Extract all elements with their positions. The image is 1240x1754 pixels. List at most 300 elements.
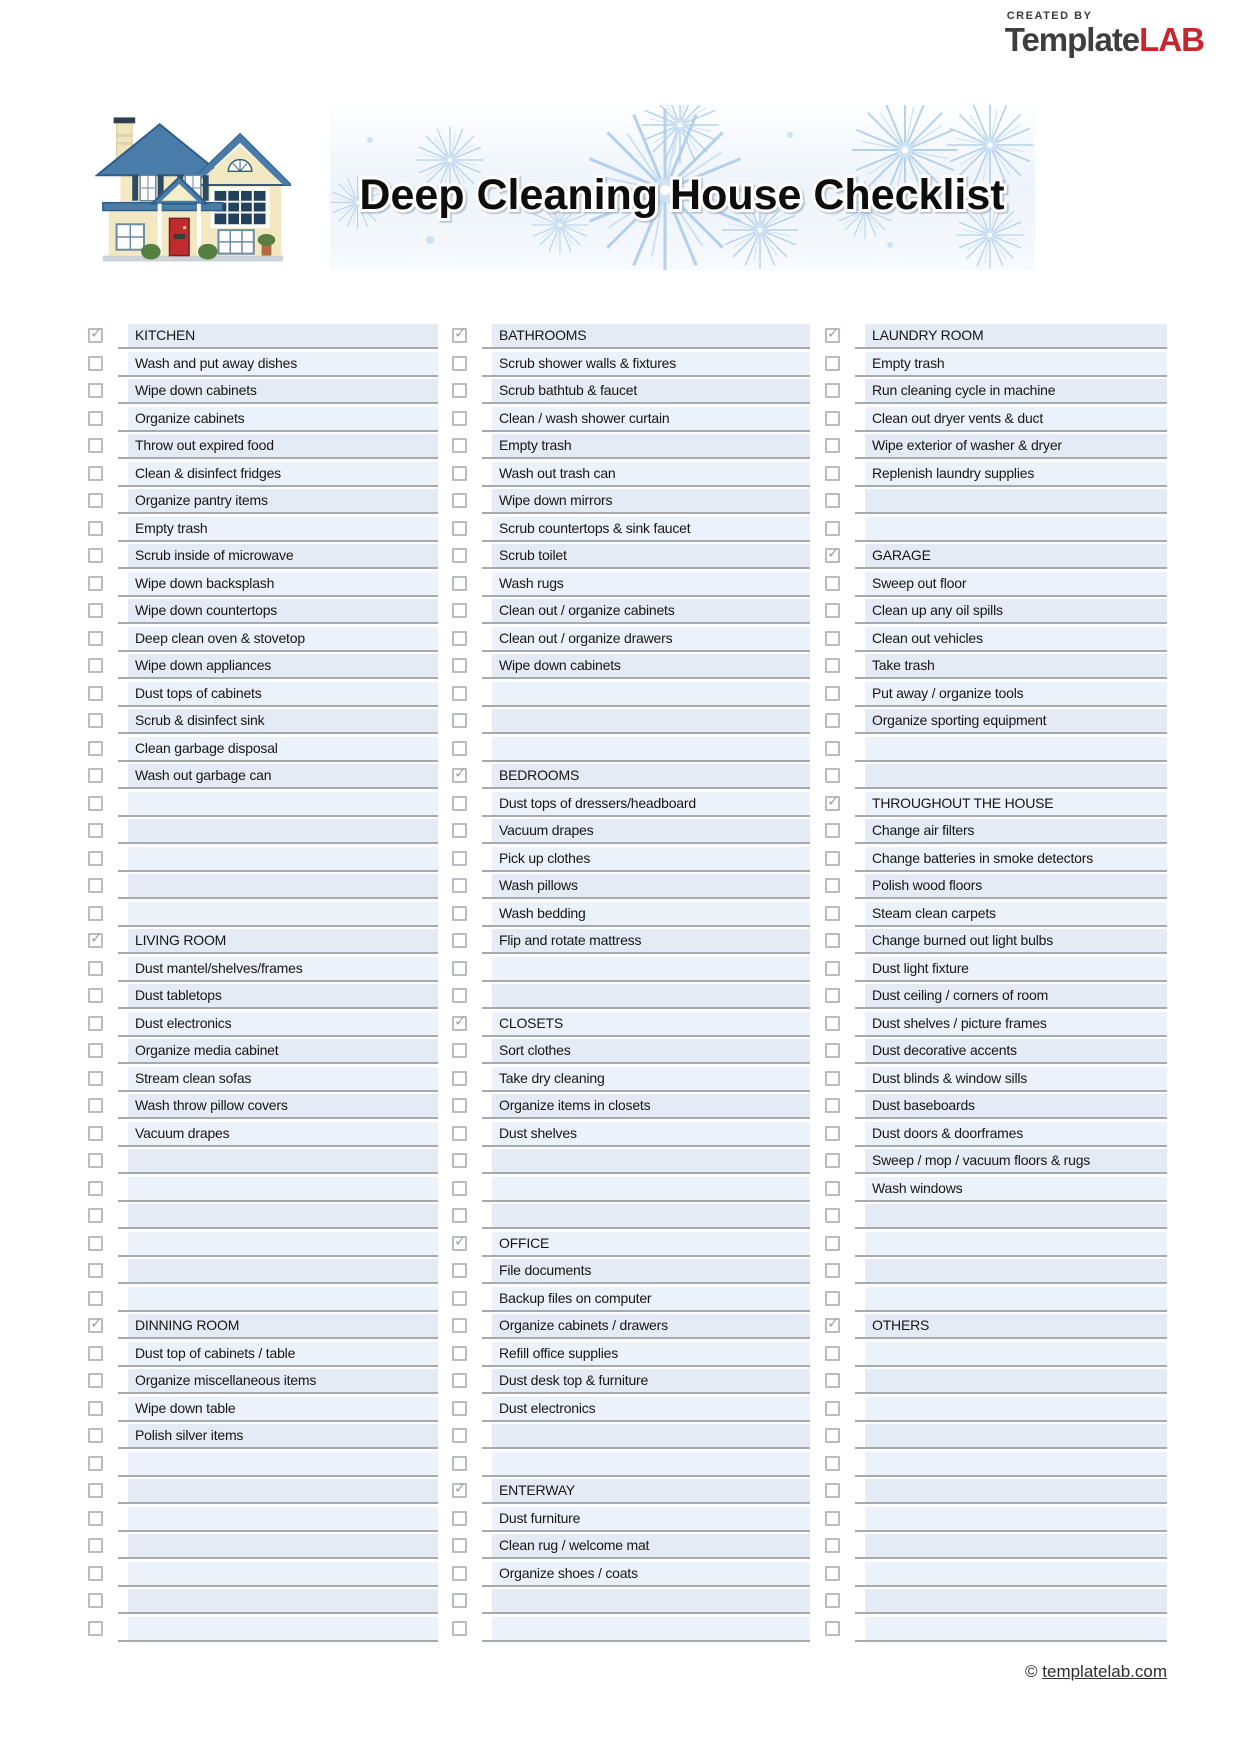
checkbox-empty[interactable] (88, 1043, 103, 1058)
item-label (865, 1424, 1167, 1447)
checklist-item-row (825, 1039, 1167, 1067)
empty-row (88, 1177, 438, 1205)
checkbox-empty[interactable] (88, 988, 103, 1003)
checkbox-checked[interactable] (452, 765, 467, 783)
item-label: Organize pantry items (128, 489, 438, 512)
checkbox-empty[interactable] (825, 1456, 840, 1471)
row-bar (855, 1479, 1167, 1504)
item-label: Sort clothes (492, 1039, 810, 1062)
checkbox-empty[interactable] (88, 1566, 103, 1581)
checkbox-empty[interactable] (825, 1153, 840, 1168)
checkbox-empty[interactable] (452, 933, 467, 948)
checkbox-empty[interactable] (452, 1538, 467, 1553)
row-bar (482, 902, 810, 927)
checkbox-empty[interactable] (825, 961, 840, 976)
checklist-item-row (452, 1067, 810, 1095)
checkbox-empty[interactable] (452, 383, 467, 398)
item-label: Wipe down table (128, 1397, 438, 1420)
row-bar (855, 957, 1167, 982)
checkbox-empty[interactable] (88, 1126, 103, 1141)
row-bar (855, 1369, 1167, 1394)
row-bar (855, 1287, 1167, 1312)
item-label (865, 517, 1167, 540)
checkbox-empty[interactable] (88, 1016, 103, 1031)
section-header-row (88, 1314, 438, 1342)
row-bar (118, 544, 438, 569)
checkbox-empty[interactable] (452, 1071, 467, 1086)
checkbox-empty[interactable] (825, 576, 840, 591)
row-bar (482, 1287, 810, 1312)
checkbox-empty[interactable] (88, 1263, 103, 1278)
checkbox-empty[interactable] (88, 1181, 103, 1196)
checkbox-checked[interactable] (825, 792, 840, 811)
checkbox-empty[interactable] (452, 1428, 467, 1443)
item-label: Dust light fixture (865, 957, 1167, 980)
checkbox-empty[interactable] (88, 878, 103, 893)
empty-row (825, 737, 1167, 765)
row-bar (855, 1314, 1167, 1339)
checkbox-empty[interactable] (825, 1401, 840, 1416)
checkbox-empty[interactable] (825, 1621, 840, 1636)
row-bar (118, 1424, 438, 1449)
checklist-item-row (825, 654, 1167, 682)
checkbox-empty[interactable] (825, 1428, 840, 1443)
item-label (492, 1589, 810, 1612)
checkbox-empty[interactable] (88, 823, 103, 838)
item-label (492, 737, 810, 760)
checklist-item-row (825, 929, 1167, 957)
section-title: BEDROOMS (492, 764, 810, 787)
checkbox-empty[interactable] (452, 438, 467, 453)
checkbox-empty[interactable] (452, 466, 467, 481)
checklist-item-row (825, 462, 1167, 490)
section-title: KITCHEN (128, 324, 438, 347)
checkbox-empty[interactable] (88, 961, 103, 976)
checklist-item-row (825, 1067, 1167, 1095)
checkbox-empty[interactable] (452, 961, 467, 976)
checkbox-empty[interactable] (452, 1621, 467, 1636)
section-title: OTHERS (865, 1314, 1167, 1337)
checkbox-empty[interactable] (88, 1071, 103, 1086)
checkbox-empty[interactable] (88, 1208, 103, 1223)
row-bar (118, 1067, 438, 1092)
checkbox-checked[interactable] (452, 325, 467, 343)
checklist-item-row (825, 1122, 1167, 1150)
checkbox-empty[interactable] (452, 1208, 467, 1223)
item-label: Wipe down appliances (128, 654, 438, 677)
checkbox-empty[interactable] (88, 906, 103, 921)
row-bar (482, 462, 810, 487)
checkbox-empty[interactable] (825, 988, 840, 1003)
footer-site-link[interactable]: templatelab.com (1042, 1662, 1167, 1681)
checkbox-empty[interactable] (88, 686, 103, 701)
item-label (128, 1232, 438, 1255)
item-label (865, 1342, 1167, 1365)
row-bar (855, 792, 1167, 817)
checkbox-empty[interactable] (825, 356, 840, 371)
row-bar (482, 1342, 810, 1367)
item-label: Wash windows (865, 1177, 1167, 1200)
checkbox-empty[interactable] (88, 521, 103, 536)
checkbox-empty[interactable] (88, 466, 103, 481)
checkbox-empty[interactable] (452, 356, 467, 371)
checkbox-empty[interactable] (452, 988, 467, 1003)
checkbox-empty[interactable] (452, 713, 467, 728)
item-label: Dust ceiling / corners of room (865, 984, 1167, 1007)
item-label (865, 1287, 1167, 1310)
checklist-item-row (825, 1149, 1167, 1177)
row-bar (482, 1397, 810, 1422)
checkbox-empty[interactable] (452, 411, 467, 426)
empty-row (88, 874, 438, 902)
checkbox-empty[interactable] (452, 1593, 467, 1608)
row-bar (482, 489, 810, 514)
checklist-item-row (825, 599, 1167, 627)
checkbox-empty[interactable] (88, 768, 103, 783)
row-bar (482, 764, 810, 789)
checkbox-empty[interactable] (452, 576, 467, 591)
checkbox-empty[interactable] (825, 1071, 840, 1086)
checklist-item-row (825, 434, 1167, 462)
item-label: Dust furniture (492, 1507, 810, 1530)
row-bar (855, 407, 1167, 432)
checkbox-empty[interactable] (825, 1043, 840, 1058)
logo-created-by: CREATED BY (1006, 10, 1093, 22)
checkbox-empty[interactable] (825, 466, 840, 481)
checkbox-empty[interactable] (452, 686, 467, 701)
checkbox-empty[interactable] (452, 658, 467, 673)
empty-row (825, 1287, 1167, 1315)
checkbox-empty[interactable] (88, 796, 103, 811)
checklist-item-row (88, 434, 438, 462)
checkmark-icon: ✓ (454, 325, 467, 342)
checkbox-empty[interactable] (452, 1566, 467, 1581)
checkbox-empty[interactable] (88, 851, 103, 866)
checkbox-empty[interactable] (825, 1593, 840, 1608)
empty-row (452, 1589, 810, 1617)
checkbox-empty[interactable] (88, 1346, 103, 1361)
checkbox-empty[interactable] (88, 1538, 103, 1553)
checkbox-empty[interactable] (825, 906, 840, 921)
checkbox-empty[interactable] (452, 878, 467, 893)
checkbox-empty[interactable] (825, 1346, 840, 1361)
checkbox-empty[interactable] (88, 576, 103, 591)
item-label (865, 1589, 1167, 1612)
checkbox-empty[interactable] (452, 1098, 467, 1113)
checkbox-empty[interactable] (825, 713, 840, 728)
checkbox-empty[interactable] (88, 356, 103, 371)
item-label: Dust baseboards (865, 1094, 1167, 1117)
checkbox-empty[interactable] (452, 906, 467, 921)
checkbox-empty[interactable] (88, 1483, 103, 1498)
item-label: Organize shoes / coats (492, 1562, 810, 1585)
item-label: Dust top of cabinets / table (128, 1342, 438, 1365)
checkbox-empty[interactable] (825, 768, 840, 783)
checkbox-checked[interactable] (825, 545, 840, 563)
checkbox-empty[interactable] (452, 631, 467, 646)
checklist-item-row (825, 902, 1167, 930)
row-bar (482, 434, 810, 459)
checklist-item-row (452, 1507, 810, 1535)
row-bar (482, 1149, 810, 1174)
row-bar (118, 1369, 438, 1394)
checkbox-empty[interactable] (88, 741, 103, 756)
checkbox-empty[interactable] (825, 933, 840, 948)
checkbox-empty[interactable] (452, 1291, 467, 1306)
checklist-item-row (825, 874, 1167, 902)
checkbox-empty[interactable] (88, 1236, 103, 1251)
checkbox-empty[interactable] (88, 631, 103, 646)
checkbox-empty[interactable] (452, 603, 467, 618)
item-label: Take dry cleaning (492, 1067, 810, 1090)
item-label: Change burned out light bulbs (865, 929, 1167, 952)
checkbox-empty[interactable] (825, 851, 840, 866)
checkbox-empty[interactable] (88, 548, 103, 563)
empty-row (452, 709, 810, 737)
checklist-item-row (452, 1122, 810, 1150)
checkbox-checked[interactable] (452, 1012, 467, 1031)
checkbox-empty[interactable] (825, 493, 840, 508)
checkbox-empty[interactable] (452, 521, 467, 536)
checklist-item-row (88, 682, 438, 710)
item-label: Organize sporting equipment (865, 709, 1167, 732)
checkbox-empty[interactable] (88, 383, 103, 398)
checkbox-empty[interactable] (452, 1401, 467, 1416)
checkbox-empty[interactable] (452, 493, 467, 508)
empty-row (88, 902, 438, 930)
checkbox-empty[interactable] (88, 1098, 103, 1113)
row-bar (118, 407, 438, 432)
checkbox-empty[interactable] (825, 686, 840, 701)
checkbox-empty[interactable] (825, 1098, 840, 1113)
item-label: Backup files on computer (492, 1287, 810, 1310)
checklist-column-1 (88, 324, 438, 1644)
checkbox-empty[interactable] (452, 796, 467, 811)
checkbox-checked[interactable] (452, 1480, 467, 1498)
templatelab-logo (1005, 10, 1204, 56)
checkbox-empty[interactable] (825, 603, 840, 618)
row-bar (855, 599, 1167, 624)
empty-row (825, 1259, 1167, 1287)
empty-row (88, 1204, 438, 1232)
row-bar (118, 462, 438, 487)
checkbox-empty[interactable] (88, 1291, 103, 1306)
checkbox-empty[interactable] (452, 823, 467, 838)
checkbox-empty[interactable] (825, 1566, 840, 1581)
item-label (128, 1287, 438, 1310)
checkbox-empty[interactable] (825, 658, 840, 673)
checklist-item-row (88, 489, 438, 517)
checkbox-empty[interactable] (825, 741, 840, 756)
checkbox-empty[interactable] (452, 548, 467, 563)
checkbox-empty[interactable] (452, 1126, 467, 1141)
checkbox-empty[interactable] (452, 741, 467, 756)
checkbox-empty[interactable] (825, 1511, 840, 1526)
checkbox-checked[interactable] (88, 1315, 103, 1333)
row-bar (855, 1094, 1167, 1119)
row-bar (855, 572, 1167, 597)
checklist-item-row (825, 709, 1167, 737)
checkbox-empty[interactable] (88, 1511, 103, 1526)
checkbox-empty[interactable] (825, 1263, 840, 1278)
empty-row (452, 1149, 810, 1177)
item-label: Dust electronics (492, 1397, 810, 1420)
row-bar (855, 654, 1167, 679)
checkbox-empty[interactable] (88, 493, 103, 508)
checkbox-empty[interactable] (88, 438, 103, 453)
row-bar (482, 1534, 810, 1559)
row-bar (482, 819, 810, 844)
section-title: OFFICE (492, 1232, 810, 1255)
item-label: Organize media cabinet (128, 1039, 438, 1062)
checkbox-empty[interactable] (825, 823, 840, 838)
checklist-item-row (825, 627, 1167, 655)
item-label (865, 737, 1167, 760)
checklist-item-row (88, 599, 438, 627)
checkbox-empty[interactable] (825, 411, 840, 426)
checkbox-empty[interactable] (452, 1043, 467, 1058)
empty-row (88, 1617, 438, 1645)
checkbox-empty[interactable] (88, 1153, 103, 1168)
empty-row (88, 819, 438, 847)
checklist-item-row (825, 682, 1167, 710)
row-bar (855, 1589, 1167, 1614)
checkbox-empty[interactable] (825, 1208, 840, 1223)
checkbox-empty[interactable] (452, 1263, 467, 1278)
checkbox-empty[interactable] (88, 411, 103, 426)
item-label: Dust tabletops (128, 984, 438, 1007)
checkbox-checked[interactable] (88, 930, 103, 948)
row-bar (118, 572, 438, 597)
checkbox-empty[interactable] (452, 1181, 467, 1196)
item-label: Scrub & disinfect sink (128, 709, 438, 732)
row-bar (118, 654, 438, 679)
checkbox-empty[interactable] (825, 1016, 840, 1031)
row-bar (118, 1149, 438, 1174)
checkbox-empty[interactable] (825, 383, 840, 398)
checklist-column-3 (825, 324, 1167, 1644)
row-bar (482, 1314, 810, 1339)
item-label: Wipe down cabinets (492, 654, 810, 677)
item-label: Clean rug / welcome mat (492, 1534, 810, 1557)
item-label (865, 1562, 1167, 1585)
checkbox-empty[interactable] (88, 603, 103, 618)
checkmark-icon: ✓ (454, 1232, 467, 1250)
checkbox-empty[interactable] (825, 1483, 840, 1498)
section-header-row (88, 324, 438, 352)
checkbox-empty[interactable] (88, 658, 103, 673)
checklist-item-row (452, 352, 810, 380)
empty-row (825, 764, 1167, 792)
checkbox-empty[interactable] (88, 1456, 103, 1471)
item-label: Clean garbage disposal (128, 737, 438, 760)
checkbox-empty[interactable] (825, 878, 840, 893)
item-label (128, 1177, 438, 1200)
item-label: Put away / organize tools (865, 682, 1167, 705)
row-bar (482, 1617, 810, 1642)
checkbox-empty[interactable] (452, 1346, 467, 1361)
item-label: Throw out expired food (128, 434, 438, 457)
checkbox-checked[interactable] (88, 325, 103, 343)
checkbox-checked[interactable] (825, 1315, 840, 1333)
checkmark-icon: ✓ (827, 1315, 840, 1332)
checkbox-empty[interactable] (825, 1181, 840, 1196)
item-label (865, 1369, 1167, 1392)
row-bar (482, 1479, 810, 1504)
item-label (865, 1534, 1167, 1557)
item-label: Scrub toilet (492, 544, 810, 567)
section-title: THROUGHOUT THE HOUSE (865, 792, 1167, 815)
checkbox-empty[interactable] (825, 521, 840, 536)
checkbox-empty[interactable] (88, 1428, 103, 1443)
checkbox-empty[interactable] (825, 438, 840, 453)
row-bar (118, 1397, 438, 1422)
item-label (492, 957, 810, 980)
checkbox-empty[interactable] (452, 1318, 467, 1333)
checkbox-empty[interactable] (825, 1126, 840, 1141)
empty-row (88, 1534, 438, 1562)
item-label (865, 1617, 1167, 1640)
row-bar (482, 1369, 810, 1394)
checkbox-empty[interactable] (825, 1373, 840, 1388)
checkbox-empty[interactable] (452, 1153, 467, 1168)
checkmark-icon: ✓ (454, 765, 467, 782)
item-label: Dust desk top & furniture (492, 1369, 810, 1392)
checklist-item-row (452, 462, 810, 490)
item-label: Scrub bathtub & faucet (492, 379, 810, 402)
row-bar (855, 1067, 1167, 1092)
item-label: Dust shelves / picture frames (865, 1012, 1167, 1035)
row-bar (855, 1562, 1167, 1587)
checklist-item-row (452, 1287, 810, 1315)
checkbox-checked[interactable] (825, 325, 840, 343)
item-label (865, 1259, 1167, 1282)
item-label: Clean out / organize cabinets (492, 599, 810, 622)
checkbox-empty[interactable] (88, 1373, 103, 1388)
row-bar (855, 737, 1167, 762)
item-label: Vacuum drapes (128, 1122, 438, 1145)
checkbox-empty[interactable] (88, 1593, 103, 1608)
item-label: File documents (492, 1259, 810, 1282)
row-bar (482, 517, 810, 542)
empty-row (88, 1149, 438, 1177)
checkbox-empty[interactable] (825, 631, 840, 646)
checkbox-empty[interactable] (452, 851, 467, 866)
empty-row (825, 1424, 1167, 1452)
row-bar (482, 324, 810, 349)
checklist-item-row (88, 1094, 438, 1122)
checkbox-empty[interactable] (88, 713, 103, 728)
checkbox-empty[interactable] (825, 1291, 840, 1306)
logo-wordmark-accent: LAB (1139, 21, 1204, 58)
checkbox-empty[interactable] (452, 1456, 467, 1471)
checkbox-empty[interactable] (825, 1236, 840, 1251)
checkbox-empty[interactable] (452, 1511, 467, 1526)
checkbox-empty[interactable] (88, 1401, 103, 1416)
checkbox-checked[interactable] (452, 1232, 467, 1251)
item-label: Wash out trash can (492, 462, 810, 485)
checklist-item-row (88, 379, 438, 407)
row-bar (118, 1232, 438, 1257)
checkbox-empty[interactable] (825, 1538, 840, 1553)
checkbox-empty[interactable] (452, 1373, 467, 1388)
item-label: Wash out garbage can (128, 764, 438, 787)
row-bar (118, 1589, 438, 1614)
row-bar (118, 1562, 438, 1587)
row-bar (855, 379, 1167, 404)
row-bar (118, 1314, 438, 1339)
checkbox-empty[interactable] (88, 1621, 103, 1636)
